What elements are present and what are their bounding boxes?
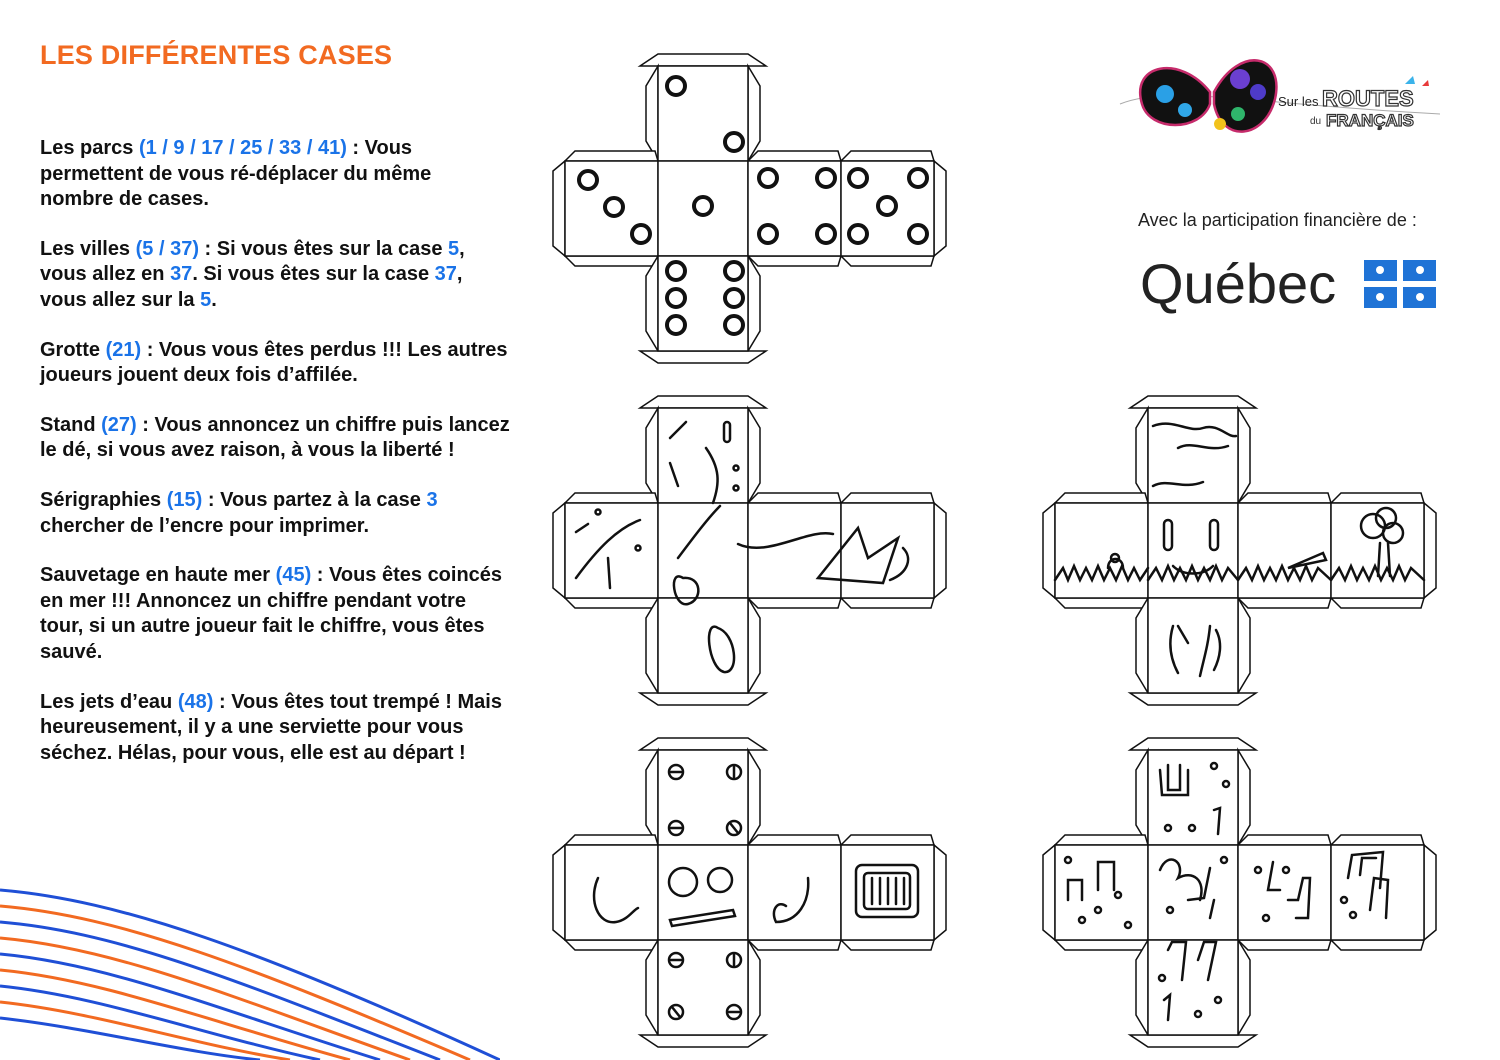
rule-cases: (1 / 9 / 17 / 25 / 33 / 41) — [138, 137, 347, 159]
case-number: 37 — [170, 263, 193, 286]
rule-text: chercher de l’encre pour imprimer. — [40, 514, 370, 537]
brand-logo — [1110, 44, 1450, 164]
case-number: 37 — [434, 263, 457, 286]
rule-text: . — [211, 288, 217, 311]
rule-text: : Vous annoncez un chiffre puis lancez le dé, si vous avez raison, à vous la liberté ! — [40, 413, 510, 462]
rule-name: Sauvetage en haute mer — [40, 564, 271, 587]
rule-cases: (48) — [177, 690, 214, 713]
die-nature — [1043, 396, 1436, 705]
fleur-de-lis-flag-icon — [1364, 260, 1436, 308]
brand-line2: ROUTES — [1322, 86, 1414, 111]
rule-text: , vous allez sur la — [40, 263, 463, 311]
rule-name: Les villes — [40, 237, 131, 260]
funding-caption: Avec la participation financière de : — [1138, 210, 1417, 230]
die-face — [553, 738, 946, 1047]
rule-text: : Vous permettent de vous ré-déplacer du même nombre de cases. — [40, 137, 432, 211]
rule-text: : Vous partez à la case — [202, 488, 427, 511]
rule-text: , vous allez en — [40, 237, 465, 286]
rule-cases: (27) — [101, 413, 137, 436]
rule-text: : Si vous êtes sur la case — [198, 237, 448, 260]
rule-name: Les parcs — [40, 137, 134, 159]
die-sea — [553, 396, 946, 705]
rule-text: . Si vous êtes sur la case — [192, 263, 435, 286]
rule-cases: (15) — [166, 488, 203, 511]
case-number: 3 — [426, 488, 438, 511]
case-number: 5 — [200, 288, 212, 311]
rule-name: Stand — [40, 413, 96, 436]
rule-cases: (5 / 37) — [135, 237, 199, 260]
quebec-logo — [1140, 250, 1440, 320]
rule-cases: (21) — [105, 338, 142, 361]
brand-line3: du — [1310, 116, 1322, 127]
case-number: 5 — [448, 237, 460, 260]
brand-line4: FRANÇAIS — [1326, 111, 1414, 130]
rule-name: Les jets d’eau — [40, 690, 173, 713]
rule-name: Grotte — [40, 338, 100, 361]
rule-name: Sérigraphies — [40, 488, 162, 511]
brand-line1: Sur les — [1278, 94, 1319, 109]
die-shapes — [1043, 738, 1436, 1047]
quebec-wordmark: Québec — [1140, 252, 1337, 315]
die-numbers — [553, 54, 946, 363]
rule-text: : Vous êtes tout trempé ! Mais heureusement, il y a une serviette pour vous séchez. Hélas, pour vous, elle est au départ ! — [40, 690, 502, 764]
page-title: LES DIFFÉRENTES CASES — [40, 40, 393, 70]
rule-cases: (45) — [275, 564, 312, 587]
rule-text: : Vous êtes coincés en mer !!! Annoncez un chiffre pendant votre tour, si un autre joueur fait le chiffre, vous êtes sauvé. — [40, 564, 503, 663]
rule-text: : Vous vous êtes perdus !!! Les autres joueurs jouent deux fois d’affilée. — [40, 338, 508, 387]
